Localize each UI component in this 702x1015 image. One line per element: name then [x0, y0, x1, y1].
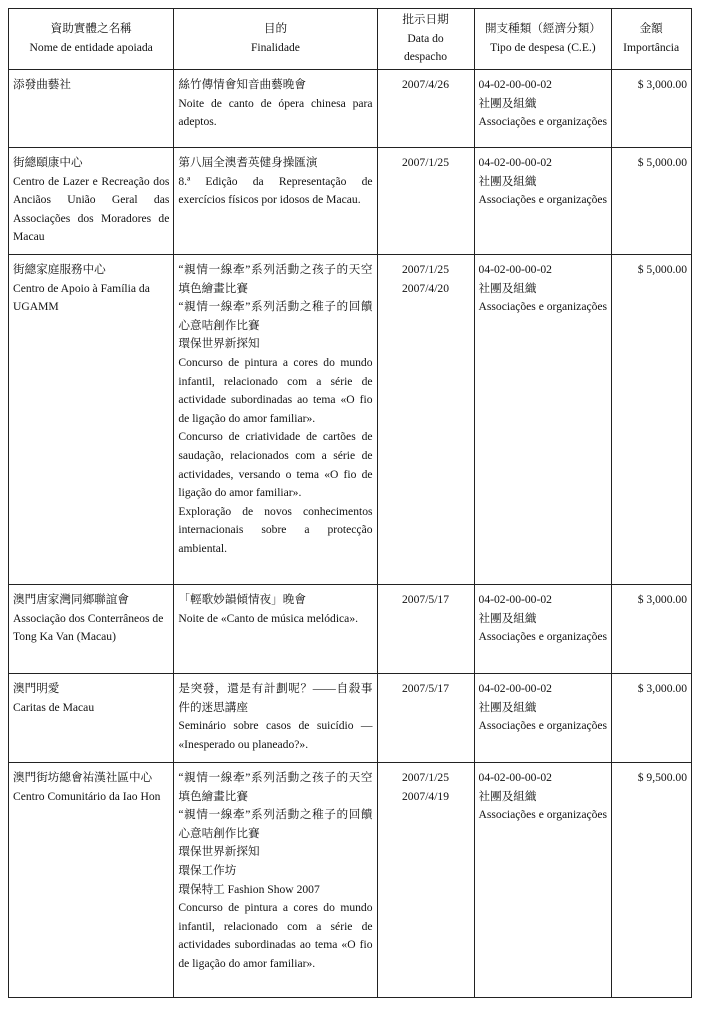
expense-code: 04-02-00-00-02	[478, 156, 552, 169]
expense-code: 04-02-00-00-02	[478, 682, 552, 695]
date-cell	[377, 70, 474, 148]
header-date-zh: 批示日期	[402, 13, 449, 27]
entity-cell	[9, 674, 174, 763]
header-purpose-pt: Finalidade	[250, 41, 300, 54]
expense-type-zh: 社團及組織	[478, 174, 537, 188]
date-cell	[377, 255, 474, 585]
purpose-cell	[174, 148, 377, 255]
purpose-text: 環保世界新探知	[178, 845, 260, 859]
expense-type-zh: 社團及組織	[478, 96, 537, 110]
amount-value: $ 9,500.00	[637, 771, 687, 784]
header-type-zh: 開支種類（經濟分類）	[484, 22, 601, 36]
entity-cell	[9, 70, 174, 148]
expense-type-pt: Associações e organizações	[478, 115, 608, 129]
purpose-text: Seminário sobre casos de suicídio — «Inesperado ou planeado?».	[178, 719, 373, 751]
purpose-text: 環保特工 Fashion Show 2007	[178, 882, 320, 896]
expense-code: 04-02-00-00-02	[478, 771, 552, 784]
purpose-cell	[174, 70, 377, 148]
header-date-pt1: Data do	[407, 31, 444, 45]
expense-code: 04-02-00-00-02	[478, 263, 552, 276]
purpose-text: 第八屆全澳耆英健身操匯演	[178, 156, 318, 169]
purpose-text: Concurso de pintura a cores do mundo infantil, relacionado com a série de actividades subordinadas ao tema «O fio de ligação do amor familiar».	[178, 901, 373, 970]
amount-cell	[612, 674, 692, 763]
header-type	[474, 9, 612, 70]
table-row	[9, 255, 692, 585]
purpose-cell	[174, 585, 377, 674]
header-date-pt2: despacho	[403, 50, 448, 64]
header-amount	[612, 9, 692, 70]
amount-cell	[612, 70, 692, 148]
expense-type-pt: Associações e organizações	[478, 300, 608, 314]
header-amount-pt: Importância	[623, 41, 680, 54]
date-cell	[377, 148, 474, 255]
entity-name-pt: Associação dos Conterrâneos de Tong Ka Van (Macau)	[13, 611, 164, 644]
dispatch-date: 2007/4/19	[402, 789, 450, 803]
dispatch-date: 2007/4/20	[402, 281, 450, 295]
table-row	[9, 763, 692, 998]
expense-type-zh: 社團及組織	[478, 700, 537, 714]
expense-type-pt: Associações e organizações	[478, 193, 608, 207]
type-cell	[474, 148, 612, 255]
dispatch-date: 2007/5/17	[402, 593, 450, 606]
dispatch-date: 2007/5/17	[402, 682, 450, 695]
purpose-text: Exploração de novos conhecimentos internacionais sobre a protecção ambiental.	[178, 504, 373, 555]
table-row	[9, 585, 692, 674]
expense-code: 04-02-00-00-02	[478, 593, 552, 606]
purpose-cell	[174, 674, 377, 763]
entity-name-zh: 街總家庭服務中心	[13, 263, 106, 276]
purpose-text: 是突發，還是有計劃呢？——自殺事件的迷思講座	[178, 682, 373, 714]
amount-cell	[612, 255, 692, 585]
entity-cell	[9, 585, 174, 674]
entity-name-zh: 街總頤康中心	[13, 156, 83, 169]
dispatch-date: 2007/1/25	[402, 156, 450, 169]
purpose-text: “親情一線牽”系列活動之孩子的天空填色繪畫比賽	[178, 771, 373, 803]
entity-name-pt: Centro de Apoio à Família da UGAMM	[13, 281, 150, 314]
entity-cell	[9, 148, 174, 255]
purpose-text: 環保工作坊	[178, 863, 237, 877]
amount-value: $ 3,000.00	[637, 593, 687, 606]
header-date	[377, 9, 474, 70]
entity-cell	[9, 255, 174, 585]
header-entity	[9, 9, 174, 70]
header-type-pt: Tipo de despesa (C.E.)	[490, 41, 596, 54]
type-cell	[474, 763, 612, 998]
table-row	[9, 148, 692, 255]
type-cell	[474, 70, 612, 148]
amount-cell	[612, 585, 692, 674]
purpose-text: Concurso de criatividade de cartões de saudação, relacionados com a série de actividades, versando o tema «O fio de ligação do amor familiar».	[178, 430, 373, 500]
purpose-text: “親情一線牽”系列活動之稚子的回饋心意咭創作比賽	[178, 808, 373, 840]
purpose-text: “親情一線牽”系列活動之孩子的天空填色繪畫比賽	[178, 263, 373, 295]
header-purpose	[174, 9, 377, 70]
entity-name: 添發曲藝社	[13, 78, 71, 91]
table-row	[9, 674, 692, 763]
amount-value: $ 3,000.00	[637, 682, 687, 695]
expense-type-zh: 社團及組織	[478, 281, 537, 295]
purpose-text: “親情一線牽”系列活動之稚子的回饋心意咭創作比賽	[178, 300, 373, 332]
type-cell	[474, 674, 612, 763]
date-cell	[377, 674, 474, 763]
purpose-text: Concurso de pintura a cores do mundo infantil, relacionado com a série de actividade subordinadas ao tema «O fio de ligação do amor familiar».	[178, 355, 373, 425]
purpose-text: 8.ª Edição da Representação de exercícios físicos por idosos de Macau.	[178, 174, 373, 207]
expense-type-pt: Associações e organizações	[478, 630, 608, 644]
amount-value: $ 5,000.00	[637, 263, 687, 276]
date-cell	[377, 763, 474, 998]
dispatch-date: 2007/4/26	[402, 78, 450, 91]
expense-type-pt: Associações e organizações	[478, 719, 608, 733]
header-entity-pt: Nome de entidade apoiada	[29, 41, 153, 54]
header-purpose-zh: 目的	[263, 22, 288, 36]
expense-type-pt: Associações e organizações	[478, 808, 608, 822]
purpose-cell	[174, 763, 377, 998]
purpose-text: Noite de «Canto de música melódica».	[178, 611, 359, 625]
amount-value: $ 3,000.00	[637, 78, 687, 91]
purpose-text: Noite de canto de ópera chinesa para adeptos.	[178, 96, 373, 129]
entity-name-pt: Centro Comunitário da Iao Hon	[13, 789, 161, 803]
purpose-cell	[174, 255, 377, 585]
amount-value: $ 5,000.00	[637, 156, 687, 169]
dispatch-date: 2007/1/25	[402, 771, 450, 784]
entity-name-pt: Caritas de Macau	[13, 700, 95, 714]
type-cell	[474, 255, 612, 585]
subsidy-table	[8, 8, 692, 998]
entity-name-zh: 澳門街坊總會祐漢社區中心	[13, 771, 153, 784]
entity-name-zh: 澳門明愛	[13, 682, 60, 695]
expense-type-zh: 社團及組織	[478, 789, 537, 803]
expense-code: 04-02-00-00-02	[478, 78, 552, 91]
type-cell	[474, 585, 612, 674]
entity-name-zh: 澳門唐家灣同鄉聯誼會	[13, 593, 129, 606]
header-amount-zh: 金額	[639, 22, 663, 36]
purpose-text: 絲竹傳情會知音曲藝晚會	[178, 78, 306, 91]
header-row	[9, 9, 692, 70]
dispatch-date: 2007/1/25	[402, 263, 450, 276]
purpose-text: 環保世界新探知	[178, 337, 260, 351]
entity-name-pt: Centro de Lazer e Recreação dos Anciãos União Geral das Associações dos Moradores de Macau	[13, 174, 170, 244]
expense-type-zh: 社團及組織	[478, 611, 537, 625]
amount-cell	[612, 148, 692, 255]
entity-cell	[9, 763, 174, 998]
date-cell	[377, 585, 474, 674]
amount-cell	[612, 763, 692, 998]
table-row	[9, 70, 692, 148]
header-entity-zh: 資助實體之名稱	[50, 22, 132, 36]
purpose-text: 「輕歌妙韻傾情夜」晚會	[178, 593, 306, 606]
